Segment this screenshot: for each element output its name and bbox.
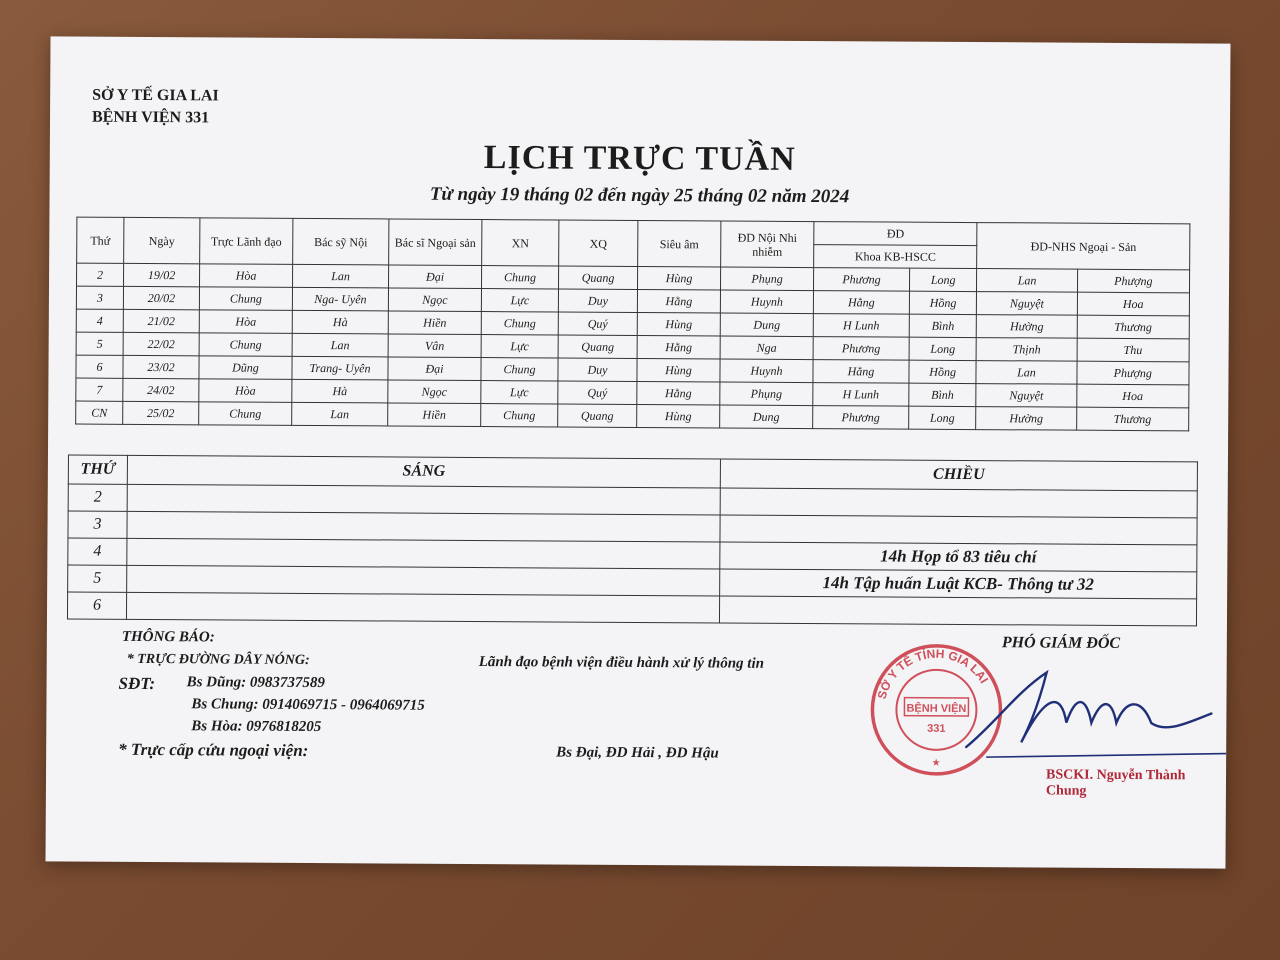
header-week-thu: THỨ [68, 455, 127, 484]
header-thu: Thứ [77, 217, 124, 263]
cell-bs-ngoai: Vân [388, 334, 481, 358]
cell-nhs-2: Thương [1076, 407, 1189, 431]
cell-thu: 2 [77, 263, 124, 286]
cell-bs-noi: Hà [292, 379, 388, 403]
cell-thu: CN [76, 401, 123, 424]
document-page [45, 36, 1230, 868]
cell-dd-noi: Huynh [720, 290, 813, 314]
cell-week-thu: 6 [67, 592, 126, 619]
cell-khoa-1: Phương [813, 406, 909, 430]
hotline-label: * TRỰC ĐƯỜNG DÂY NÓNG: [126, 651, 310, 668]
cell-khoa-1: H Lunh [813, 383, 909, 407]
cell-xn: Chung [481, 266, 558, 289]
cell-ngay: 19/02 [124, 263, 200, 286]
cell-xn: Lực [481, 335, 558, 358]
header-sieu-am: Siêu âm [638, 220, 721, 267]
header-xn: XN [482, 220, 559, 266]
cell-thu: 5 [76, 332, 123, 355]
cell-sang [127, 538, 720, 569]
cell-khoa-1: Phương [813, 268, 909, 292]
cell-khoa-2: Hồng [909, 360, 977, 383]
cell-khoa-1: Phương [813, 337, 909, 361]
cell-thu: 3 [76, 286, 123, 309]
signer-role: PHÓ GIÁM ĐỐC [1001, 634, 1121, 652]
svg-text:331: 331 [927, 722, 946, 735]
cell-thu: 7 [76, 378, 123, 401]
cell-sieu-am: Hằng [637, 335, 720, 359]
handwritten-signature [926, 652, 1227, 764]
cell-bs-ngoai: Hiền [388, 403, 481, 427]
cell-week-thu: 2 [68, 484, 127, 511]
cell-khoa-1: Hằng [813, 291, 909, 315]
duty-schedule-table [75, 217, 1190, 432]
cell-chieu [720, 515, 1197, 545]
emergency-label: * Trực cấp cứu ngoại viện: [118, 739, 309, 760]
cell-nhs-1: Lan [976, 361, 1076, 385]
cell-sieu-am: Hằng [637, 289, 720, 313]
cell-nhs-2: Hoa [1076, 384, 1189, 408]
cell-nhs-1: Nguyệt [977, 292, 1077, 316]
cell-ngay: 20/02 [123, 286, 199, 309]
cell-lanh-dao: Chung [199, 287, 292, 311]
cell-ngay: 25/02 [123, 401, 199, 424]
cell-sang [126, 592, 719, 623]
cell-xq: Quý [558, 312, 637, 335]
cell-sieu-am: Hằng [637, 381, 720, 405]
cell-sieu-am: Hùng [637, 404, 720, 428]
cell-nhs-2: Hoa [1077, 292, 1190, 316]
signer-name: BSCKI. Nguyễn Thành Chung [1045, 767, 1186, 799]
page-subtitle: Từ ngày 19 tháng 02 đến ngày 25 tháng 02 năm 2024 [429, 183, 850, 208]
cell-bs-ngoai: Hiền [388, 311, 481, 335]
cell-dd-noi: Nga [720, 336, 813, 360]
header-lanh-dao: Trực Lãnh đạo [200, 218, 293, 265]
header-ngay: Ngày [124, 217, 200, 263]
header-khoa-kb-hscc: Khoa KB-HSCC [814, 245, 978, 269]
cell-dd-noi: Huynh [720, 359, 813, 383]
weekly-activity-table [67, 455, 1198, 627]
cell-khoa-2: Long [909, 406, 977, 429]
cell-xn: Lực [481, 381, 558, 404]
cell-nhs-1: Hường [976, 407, 1076, 431]
header-bs-noi: Bác sỹ Nội [293, 218, 389, 265]
header-sang: SÁNG [127, 455, 720, 488]
cell-dd-noi: Phụng [720, 382, 813, 406]
cell-xn: Lực [481, 289, 558, 312]
cell-bs-noi: Lan [293, 264, 389, 288]
cell-khoa-2: Long [909, 268, 977, 291]
cell-xq: Quang [558, 404, 637, 427]
cell-bs-ngoai: Đại [389, 265, 482, 289]
svg-text:★: ★ [931, 757, 941, 769]
cell-lanh-dao: Hòa [199, 379, 292, 403]
cell-khoa-2: Bình [909, 314, 977, 337]
cell-lanh-dao: Hòa [199, 310, 292, 334]
cell-khoa-2: Bình [909, 383, 977, 406]
cell-nhs-2: Phượng [1077, 269, 1190, 293]
cell-bs-ngoai: Ngọc [388, 288, 481, 312]
cell-bs-noi: Lan [292, 333, 388, 357]
cell-xq: Quý [558, 381, 637, 404]
cell-nhs-1: Nguyệt [976, 384, 1076, 408]
cell-bs-noi: Lan [292, 402, 388, 426]
cell-xn: Chung [481, 312, 558, 335]
cell-nhs-1: Thịnh [977, 338, 1077, 362]
cell-ngay: 24/02 [123, 378, 199, 401]
header-xq: XQ [559, 220, 638, 266]
cell-xn: Chung [481, 404, 558, 427]
organization-header [92, 85, 219, 130]
cell-week-thu: 5 [68, 565, 127, 592]
cell-xn: Chung [481, 358, 558, 381]
cell-thu: 6 [76, 355, 123, 378]
cell-lanh-dao: Chung [199, 333, 292, 357]
cell-chieu: 14h Tập huấn Luật KCB- Thông tư 32 [720, 569, 1197, 599]
cell-week-thu: 4 [68, 538, 127, 565]
cell-xq: Quang [558, 266, 637, 289]
cell-ngay: 23/02 [123, 355, 199, 378]
cell-dd-noi: Dung [720, 313, 813, 337]
cell-lanh-dao: Hòa [200, 264, 293, 288]
cell-chieu [720, 488, 1197, 518]
table-row [67, 592, 1196, 626]
cell-nhs-1: Hường [977, 315, 1077, 339]
cell-khoa-1: Hằng [813, 360, 909, 384]
page-title: LỊCH TRỰC TUẦN [483, 139, 796, 178]
cell-lanh-dao: Dũng [199, 356, 292, 380]
cell-nhs-2: Thương [1077, 315, 1190, 339]
org-line-1: SỞ Y TẾ GIA LAI [92, 86, 219, 105]
cell-sieu-am: Hùng [637, 358, 720, 382]
hotline-note: Lãnh đạo bệnh viện điều hành xử lý thông tin [478, 654, 765, 672]
cell-chieu [719, 596, 1196, 626]
cell-chieu: 14h Họp tổ 83 tiêu chí [720, 542, 1197, 572]
notice-title: THÔNG BÁO: [121, 628, 215, 646]
cell-khoa-1: H Lunh [813, 314, 909, 338]
emergency-staff: Bs Đại, ĐD Hải , ĐD Hậu [556, 744, 719, 762]
cell-dd-noi: Dung [720, 405, 813, 429]
header-bs-ngoai: Bác sĩ Ngoại sản [389, 219, 482, 266]
cell-bs-noi: Trang- Uyên [292, 356, 388, 380]
cell-bs-noi: Nga- Uyên [292, 287, 388, 311]
cell-sieu-am: Hùng [637, 266, 720, 290]
cell-sieu-am: Hùng [637, 312, 720, 336]
cell-thu: 4 [76, 309, 123, 332]
cell-lanh-dao: Chung [199, 402, 292, 426]
sdt-label: SĐT: [118, 673, 156, 694]
cell-bs-ngoai: Đại [388, 357, 481, 381]
cell-khoa-2: Hồng [909, 291, 977, 314]
cell-bs-noi: Hà [292, 310, 388, 334]
cell-week-thu: 3 [68, 511, 127, 538]
header-dd-nhs: ĐD-NHS Ngoại - Sản [977, 223, 1190, 270]
cell-xq: Duy [558, 358, 637, 381]
svg-text:BỆNH VIỆN: BỆNH VIỆN [906, 702, 967, 716]
cell-bs-ngoai: Ngọc [388, 380, 481, 404]
cell-nhs-1: Lan [977, 269, 1077, 293]
cell-nhs-2: Phượng [1077, 361, 1190, 385]
phone-item: Bs Dũng: 0983737589 [186, 674, 325, 692]
cell-sang [127, 511, 720, 542]
cell-ngay: 22/02 [123, 332, 199, 355]
cell-xq: Quang [558, 335, 637, 358]
svg-text:SỞ Y TẾ TỈNH GIA LAI: SỞ Y TẾ TỈNH GIA LAI [874, 646, 992, 701]
header-chieu: CHIỀU [720, 459, 1197, 491]
cell-dd-noi: Phụng [720, 267, 813, 291]
cell-xq: Duy [558, 289, 637, 312]
header-dd: ĐD [814, 222, 978, 246]
cell-sang [127, 565, 720, 596]
cell-khoa-2: Long [909, 337, 977, 360]
cell-sang [127, 484, 720, 515]
header-dd-noi: ĐD Nội Nhi nhiễm [721, 221, 814, 268]
cell-ngay: 21/02 [123, 309, 199, 332]
phone-item: Bs Chung: 0914069715 - 0964069715 [191, 696, 425, 714]
phone-item: Bs Hòa: 0976818205 [191, 718, 322, 736]
org-line-2: BỆNH VIỆN 331 [91, 108, 210, 127]
cell-nhs-2: Thu [1077, 338, 1190, 362]
